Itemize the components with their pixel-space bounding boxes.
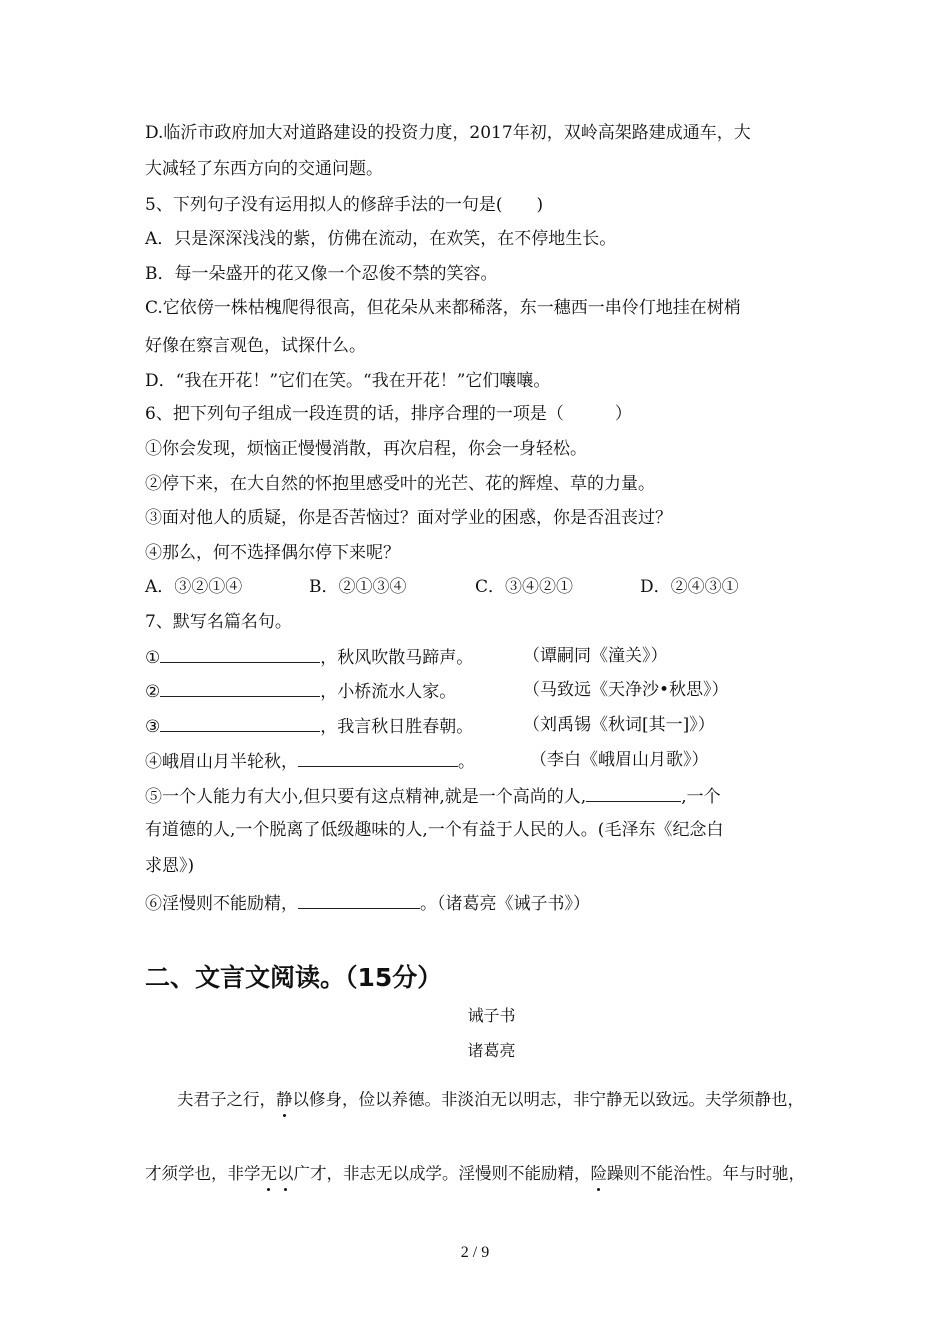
emphasis-char: 无: [261, 1160, 278, 1184]
q7-item-2-number: ②: [145, 682, 161, 702]
passage-title: 诫子书: [467, 1006, 516, 1025]
q7-item-6: [145, 892, 590, 914]
q7-item-1-number: ①: [145, 648, 161, 668]
q7-blank-2[interactable]: [160, 680, 320, 697]
q7-item-4-source: （李白《峨眉山月歌》）: [530, 750, 709, 770]
passage-text: 广才，非志无以成学。淫慢则不能励精，: [293, 1164, 591, 1183]
emphasis-char: 险: [591, 1160, 608, 1184]
q7-item-1-text: ，秋风吹散马蹄声。: [320, 648, 474, 668]
q7-item-4-prefix: ④峨眉山月半轮秋，: [145, 752, 298, 772]
q7-item-3-source: （刘禹锡《秋词[其一]》）: [523, 715, 715, 735]
q7-item-4-suffix: 。: [458, 752, 475, 772]
q7-item-1-source: （谭嗣同《潼关》）: [523, 646, 668, 666]
q7-item-5-line2: 有道德的人,一个脱离了低级趣味的人,一个有益于人民的人。(毛泽东《纪念白: [145, 820, 724, 840]
q7-item-6-suffix: 。（诸葛亮《诫子书》）: [420, 894, 590, 914]
passage-text: 以修身，俭以养德。非淡泊无以明志，非宁静无以致远。夫学须静也，: [292, 1090, 804, 1109]
page-number: 2 / 9: [460, 1244, 490, 1261]
q7-blank-6[interactable]: [298, 892, 420, 909]
q6-sentence-4: ④那么，何不选择偶尔停下来呢？: [145, 543, 400, 563]
q7-stem: 7、默写名篇名句。: [145, 612, 292, 632]
q7-item-5-line1: [145, 785, 721, 807]
q6-option-d: D．②④③①: [640, 577, 739, 597]
q7-item-3-text: ，我言秋日胜春朝。: [320, 717, 474, 737]
passage-text: 躁则不能治性。年与时驰，: [607, 1164, 805, 1183]
q7-item-5-prefix: ⑤一个人能力有大小,但只要有这点精神,就是一个高尚的人,: [145, 787, 587, 807]
passage-line-2: [145, 1160, 805, 1184]
emphasis-char: 静: [276, 1086, 293, 1110]
q6-stem: 6、把下列句子组成一段连贯的话，排序合理的一项是（ ）: [145, 404, 632, 424]
q6-options: [145, 577, 785, 597]
q7-item-5-suffix: ,一个: [681, 787, 721, 807]
q5-option-a: A．只是深深浅浅的紫，仿佛在流动，在欢笑，在不停地生长。: [145, 229, 617, 249]
section-heading: 二、文言文阅读。（15分）: [145, 963, 443, 992]
q6-option-a: A．③②①④: [145, 577, 243, 597]
q7-blank-3[interactable]: [160, 715, 320, 732]
q7-item-3-number: ③: [145, 717, 161, 737]
q7-blank-5[interactable]: [586, 785, 681, 802]
q4-option-d-line1: D.临沂市政府加大对道路建设的投资力度，2017年初，双岭高架路建成通车，大: [145, 123, 751, 143]
q5-option-c-line1: C.它依傍一株枯槐爬得很高，但花朵从来都稀落，东一穗西一串伶仃地挂在树梢: [145, 298, 741, 318]
q6-sentence-2: ②停下来，在大自然的怀抱里感受叶的光芒、花的辉煌、草的力量。: [145, 474, 655, 494]
q6-option-c: C．③④②①: [475, 577, 574, 597]
passage-line-1: [177, 1086, 804, 1110]
q7-item-1: [145, 646, 705, 668]
passage-text: 夫君子之行，: [177, 1090, 276, 1109]
q6-sentence-1: ①你会发现，烦恼正慢慢消散，再次启程，你会一身轻松。: [145, 439, 587, 459]
q7-blank-4[interactable]: [298, 750, 458, 767]
q7-item-5-line3: 求恩》): [145, 856, 195, 876]
q7-item-3: [145, 715, 765, 737]
q7-item-6-prefix: ⑥淫慢则不能励精，: [145, 894, 298, 914]
q5-option-d: D．“我在开花！”它们在笑。“我在开花！”它们嚷嚷。: [145, 371, 551, 391]
q7-item-2-text: ，小桥流水人家。: [320, 682, 457, 702]
q7-item-2: [145, 680, 765, 702]
q5-option-b: B．每一朵盛开的花又像一个忍俊不禁的笑容。: [145, 264, 498, 284]
q7-item-4: [145, 750, 765, 772]
passage-author: 诸葛亮: [467, 1041, 516, 1060]
q7-blank-1[interactable]: [160, 646, 320, 663]
q6-option-b: B．②①③④: [309, 577, 407, 597]
q4-option-d-line2: 大减轻了东西方向的交通问题。: [145, 159, 383, 179]
q5-option-c-line2: 好像在察言观色，试探什么。: [145, 336, 366, 356]
q5-stem: 5、下列句子没有运用拟人的修辞手法的一句是( ): [145, 195, 544, 215]
q7-item-2-source: （马致远《天净沙•秋思》）: [523, 680, 729, 700]
emphasis-char: 以: [277, 1160, 294, 1184]
q6-sentence-3: ③面对他人的质疑，你是否苦恼过？面对学业的困惑，你是否沮丧过？: [145, 508, 672, 528]
passage-text: 才须学也，非学: [145, 1164, 261, 1183]
